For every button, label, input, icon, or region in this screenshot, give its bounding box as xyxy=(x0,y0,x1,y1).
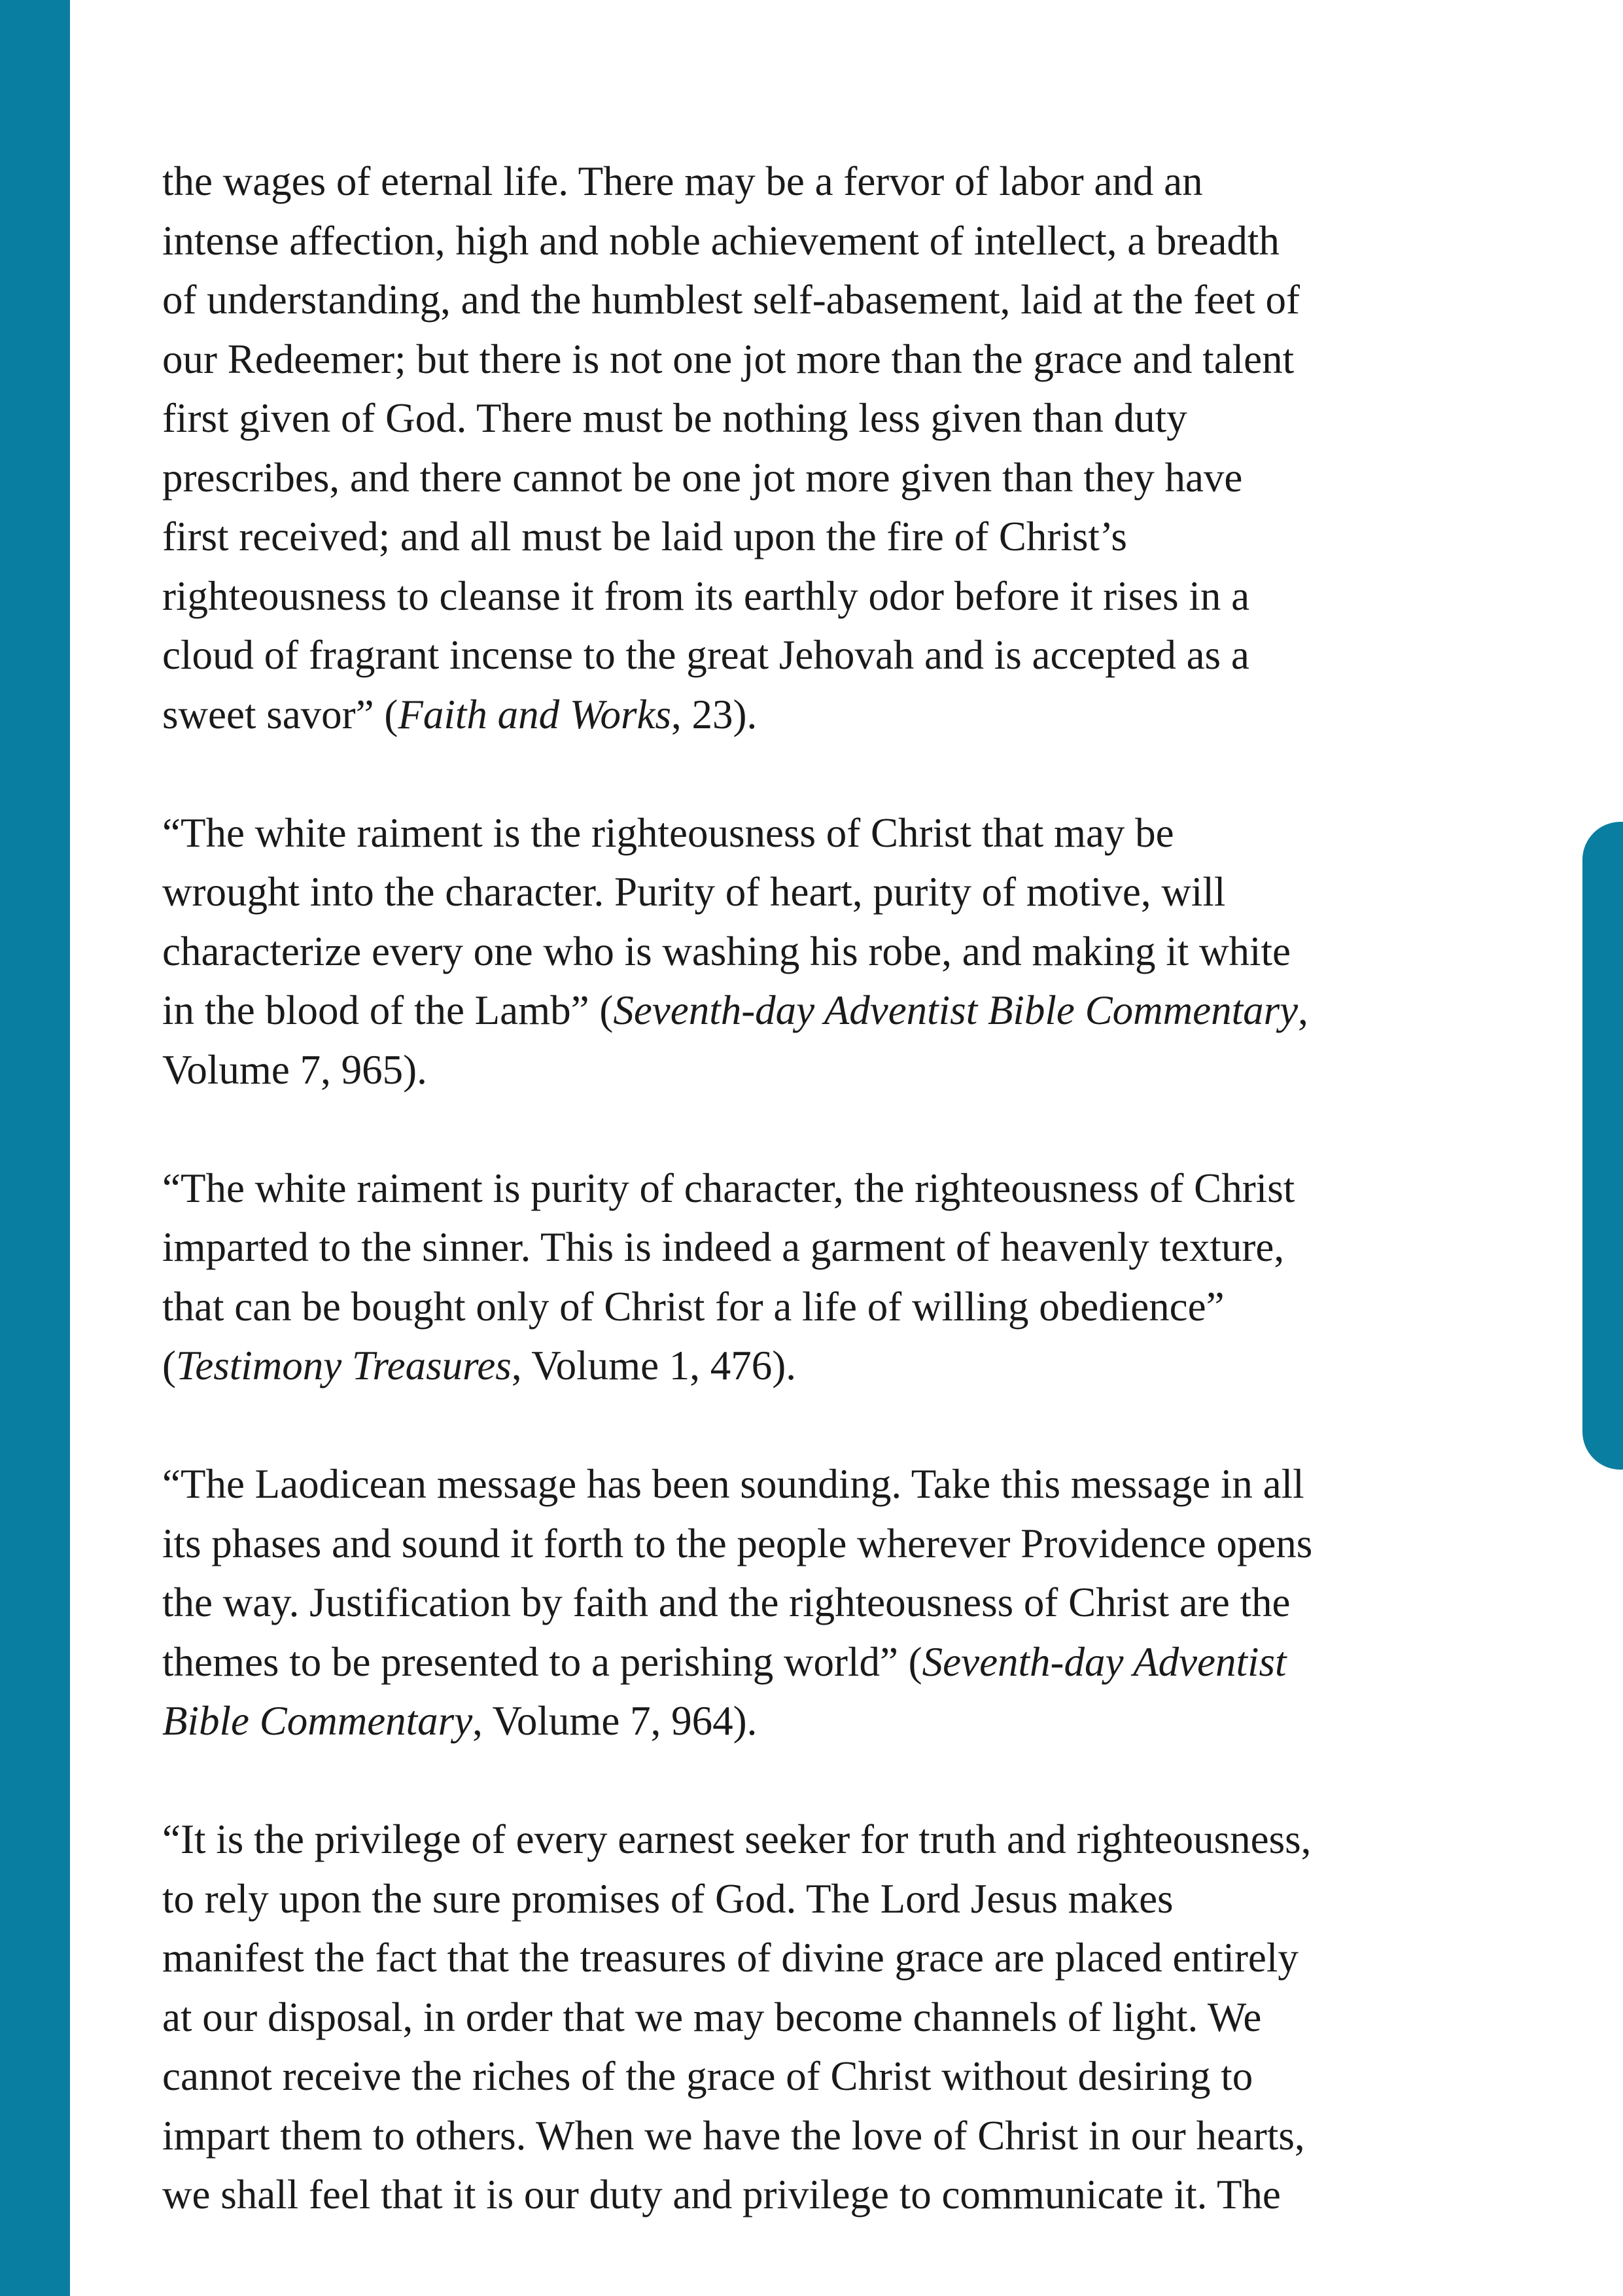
text-line xyxy=(162,330,1484,389)
book-title: Seventh-day Adventist xyxy=(922,1638,1287,1685)
text-line xyxy=(162,2047,1484,2106)
text-line xyxy=(162,152,1484,211)
text-run: “The Laodicean message has been sounding. Take this message in all xyxy=(162,1461,1304,1507)
text-run: “The white raiment is the righteousness of Christ that may be xyxy=(162,809,1174,856)
text-run: , Volume 1, 476). xyxy=(511,1343,797,1388)
text-run: themes to be presented to a perishing world” ( xyxy=(162,1638,922,1685)
text-line xyxy=(162,922,1484,981)
text-line xyxy=(162,862,1484,922)
book-title: Bible Commentary xyxy=(162,1698,473,1744)
text-line xyxy=(162,2106,1484,2166)
body-paragraph xyxy=(162,1810,1484,2225)
text-line xyxy=(162,567,1484,626)
text-line xyxy=(162,507,1484,567)
text-line xyxy=(162,1277,1484,1337)
text-line xyxy=(162,2165,1484,2225)
text-run: , Volume 7, 964). xyxy=(472,1698,758,1744)
text-run: righteousness to cleanse it from its earthly odor before it rises in a xyxy=(162,573,1250,619)
text-run: the way. Justification by faith and the righteousness of Christ are the xyxy=(162,1580,1291,1625)
body-paragraph xyxy=(162,1159,1484,1396)
text-run: in the blood of the Lamb” ( xyxy=(162,987,614,1033)
text-line xyxy=(162,389,1484,448)
text-line xyxy=(162,1159,1484,1218)
text-run: “It is the privilege of every earnest seeker for truth and righteousness, xyxy=(162,1816,1312,1862)
text-run: ( xyxy=(162,1343,176,1388)
text-run: imparted to the sinner. This is indeed a garment of heavenly texture, xyxy=(162,1224,1285,1270)
text-run: , xyxy=(1298,987,1308,1033)
text-line xyxy=(162,1455,1484,1514)
text-run: wrought into the character. Purity of heart, purity of motive, will xyxy=(162,869,1226,915)
book-title: Faith and Works xyxy=(398,691,672,737)
text-run: of understanding, and the humblest self-abasement, laid at the feet of xyxy=(162,277,1300,323)
text-line xyxy=(162,1514,1484,1574)
text-run: first given of God. There must be nothing less given than duty xyxy=(162,395,1187,441)
left-accent-bar xyxy=(0,0,70,2296)
text-run: “The white raiment is purity of character, the righteousness of Christ xyxy=(162,1165,1295,1211)
text-line xyxy=(162,1869,1484,1929)
text-run: cloud of fragrant incense to the great Jehovah and is accepted as a xyxy=(162,632,1249,678)
body-paragraph xyxy=(162,152,1484,744)
text-run: we shall feel that it is our duty and privilege to communicate it. The xyxy=(162,2172,1281,2217)
text-line xyxy=(162,1691,1484,1751)
text-run: characterize every one who is washing his robe, and making it white xyxy=(162,928,1291,974)
text-run: , 23). xyxy=(671,691,758,737)
book-title: Testimony Treasures xyxy=(175,1343,512,1388)
text-line xyxy=(162,981,1484,1040)
text-line xyxy=(162,1040,1484,1100)
text-run: prescribes, and there cannot be one jot more given than they have xyxy=(162,454,1243,501)
text-run: impart them to others. When we have the love of Christ in our hearts, xyxy=(162,2112,1305,2159)
body-paragraph xyxy=(162,804,1484,1100)
text-line xyxy=(162,804,1484,863)
text-run: at our disposal, in order that we may become channels of light. We xyxy=(162,1994,1262,2040)
text-line xyxy=(162,626,1484,685)
text-line xyxy=(162,1928,1484,1988)
text-run: manifest the fact that the treasures of divine grace are placed entirely xyxy=(162,1935,1299,1981)
text-line xyxy=(162,448,1484,508)
text-run: to rely upon the sure promises of God. The Lord Jesus makes xyxy=(162,1875,1174,1922)
text-line xyxy=(162,1633,1484,1692)
text-run: our Redeemer; but there is not one jot more than the grace and talent xyxy=(162,336,1295,382)
text-line xyxy=(162,685,1484,745)
body-paragraph xyxy=(162,1455,1484,1751)
text-line xyxy=(162,1336,1484,1396)
text-run: cannot receive the riches of the grace of Christ without desiring to xyxy=(162,2053,1253,2099)
text-line xyxy=(162,1573,1484,1633)
chapter-thumb-tab xyxy=(1582,822,1623,1470)
text-line xyxy=(162,211,1484,271)
text-line xyxy=(162,1810,1484,1869)
text-line xyxy=(162,1218,1484,1277)
book-title: Seventh-day Adventist Bible Commentary xyxy=(613,987,1299,1033)
text-run: sweet savor” ( xyxy=(162,691,398,737)
text-run: its phases and sound it forth to the people wherever Providence opens xyxy=(162,1520,1313,1566)
text-run: first received; and all must be laid upon the fire of Christ’s xyxy=(162,514,1127,559)
page-body xyxy=(162,152,1484,2225)
text-line xyxy=(162,270,1484,330)
text-line xyxy=(162,1988,1484,2047)
text-run: Volume 7, 965). xyxy=(162,1046,427,1093)
text-run: intense affection, high and noble achievement of intellect, a breadth xyxy=(162,217,1280,264)
text-run: that can be bought only of Christ for a life of willing obedience” xyxy=(162,1283,1225,1330)
text-run: the wages of eternal life. There may be a fervor of labor and an xyxy=(162,158,1203,204)
